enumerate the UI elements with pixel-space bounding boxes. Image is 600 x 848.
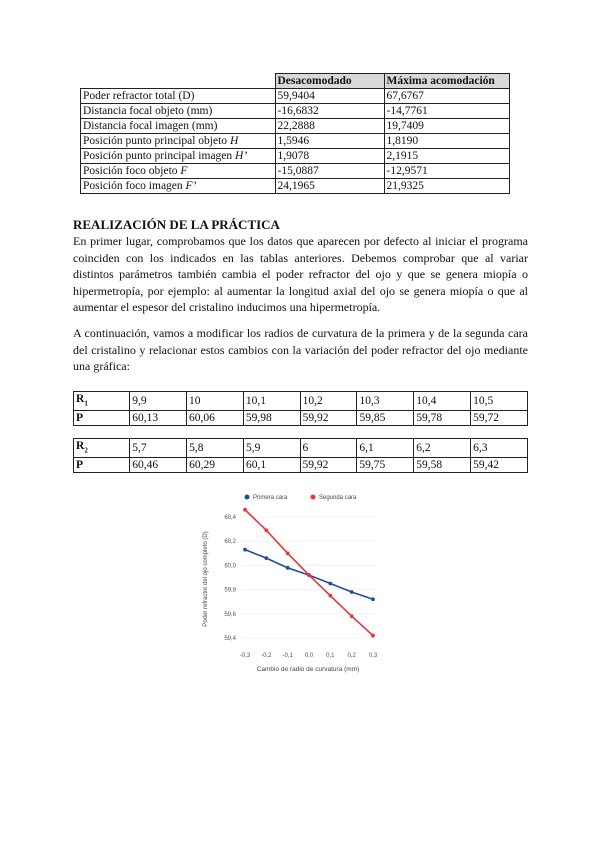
cell-value: 59,92 [300,458,357,473]
cell-value: -16,6832 [275,104,384,119]
cell-value: -15,0887 [275,164,384,179]
y-axis [224,515,377,642]
r1-label: $R_1$ [74,392,130,411]
data-point [328,582,332,586]
cell-value: 60,29 [187,458,244,473]
cell-value: 59,58 [414,458,471,473]
x-tick-label: 0,2 [347,653,356,659]
cell-value: 22,2888 [275,119,384,134]
x-tick-label: 0,1 [326,653,335,659]
p-label: P [74,458,130,473]
section-heading: REALIZACIÓN DE LA PRÁCTICA [73,217,280,232]
row-label: Posición foco objeto F [81,164,276,179]
table-row [74,439,528,458]
y-tick-label: 59,8 [224,587,236,594]
y-tick-label: 60,0 [224,563,236,570]
r1-power-table [73,391,528,426]
cell-value: 6,2 [414,439,471,458]
cell-value: 5,9 [243,439,300,458]
data-point [243,508,247,512]
cell-value: 10,3 [357,392,414,411]
power-vs-radius-chart [195,486,395,682]
cell-value: 21,9325 [384,179,510,194]
table-header-cell [81,74,276,89]
data-point [243,548,247,552]
data-point [350,590,354,594]
row-label: Posición punto principal objeto H [81,134,276,149]
r2-power-table [73,438,528,473]
paragraph-intro: En primer lugar, comprobamos que los datos que aparecen por defecto al iniciar el programa coinciden con los indicados en las tablas anteriores. Debemos comprobar que al variar distintos parámetros también cambia el poder refractor del ojo y que se genera miopía o hipermetropía, por ejemplo: al aumentar la longitud axial del ojo se genera miopía o que al aumentar el espesor del cristalino inducimos una hipermetropía. [73,234,528,314]
cell-value: 59,75 [357,458,414,473]
table-header-cell: Desacomodado [275,74,384,89]
cell-value: 60,06 [187,411,244,426]
cell-value: 10 [187,392,244,411]
data-point [286,551,290,555]
table-row [81,119,510,134]
cell-value: 59,72 [471,411,528,426]
table-row [81,104,510,119]
cell-value: 60,46 [130,458,187,473]
cell-value: 19,7409 [384,119,510,134]
cell-value: 10,5 [471,392,528,411]
legend-label: Segunda cara [319,495,357,501]
cell-value: 59,78 [414,411,471,426]
table-header-cell: Máxima acomodación [384,74,510,89]
cell-value: 6,3 [471,439,528,458]
row-label: Posición punto principal imagen H’ [81,149,276,164]
data-point [264,528,268,532]
cell-value: -14,7761 [384,104,510,119]
data-point [286,566,290,570]
x-tick-label: 0,0 [304,653,314,659]
cell-value: 60,1 [243,458,300,473]
data-point [328,594,332,598]
table-row [74,458,528,473]
data-point [350,614,354,618]
table-row [81,89,510,104]
row-label: Poder refractor total (D) [81,89,276,104]
cell-value: 1,5946 [275,134,384,149]
row-label: Posición foco imagen F’ [81,179,276,194]
y-tick-label: 60,2 [224,539,236,546]
series-line-2 [245,510,373,636]
data-point [307,573,311,577]
data-point [371,634,375,638]
y-tick-label: 59,4 [224,636,236,642]
cell-value: 59,98 [243,411,300,426]
table-row [81,149,510,164]
cell-value: 6,1 [357,439,414,458]
table-row [74,392,528,411]
y-axis-label: Poder refractor del ojo completo (D) [203,531,209,627]
cell-value: 2,1915 [384,149,510,164]
cell-value: 10,4 [414,392,471,411]
cell-value: 59,42 [471,458,528,473]
cell-value: 67,6767 [384,89,510,104]
y-tick-label: 60,4 [224,515,236,521]
y-tick-label: 59,6 [224,611,236,618]
cell-value: 5,8 [187,439,244,458]
x-tick-label: -0,2 [261,653,272,659]
cell-value: 1,9078 [275,149,384,164]
cell-value: -12,9571 [384,164,510,179]
x-tick-label: -0,1 [282,653,293,659]
table-row [74,411,528,426]
cell-value: 5,7 [130,439,187,458]
cell-value: 6 [300,439,357,458]
table-row [81,179,510,194]
row-label: Distancia focal objeto (mm) [81,104,276,119]
chart-legend [245,495,358,502]
x-axis [240,653,378,659]
chart-series [243,508,375,638]
cell-value: 60,13 [130,411,187,426]
cell-value: 10,1 [243,392,300,411]
cell-value: 10,2 [300,392,357,411]
table-header-row [81,74,510,89]
data-point [264,556,268,560]
table-row [81,164,510,179]
cell-value: 59,85 [357,411,414,426]
x-axis-label: Cambio de radio de curvatura (mm) [256,666,360,673]
cell-value: 24,1965 [275,179,384,194]
x-tick-label: -0,3 [239,653,251,659]
eye-parameters-table [80,73,510,194]
cell-value: 9,9 [130,392,187,411]
legend-marker [311,495,316,500]
p-label: P [74,411,130,426]
x-tick-label: 0,3 [368,653,378,659]
cell-value: 1,8190 [384,134,510,149]
legend-label: Primera cara [253,495,288,501]
cell-value: 59,9404 [275,89,384,104]
data-point [371,597,375,601]
legend-marker [245,495,250,500]
table-row [81,134,510,149]
row-label: Distancia focal imagen (mm) [81,119,276,134]
r2-label: $R_2$ [74,439,130,458]
cell-value: 59,92 [300,411,357,426]
paragraph-method: A continuación, vamos a modificar los radios de curvatura de la primera y de la segunda cara del cristalino y relacionar estos cambios con la variación del poder refractor del ojo mediante una gráfica: [73,326,528,373]
